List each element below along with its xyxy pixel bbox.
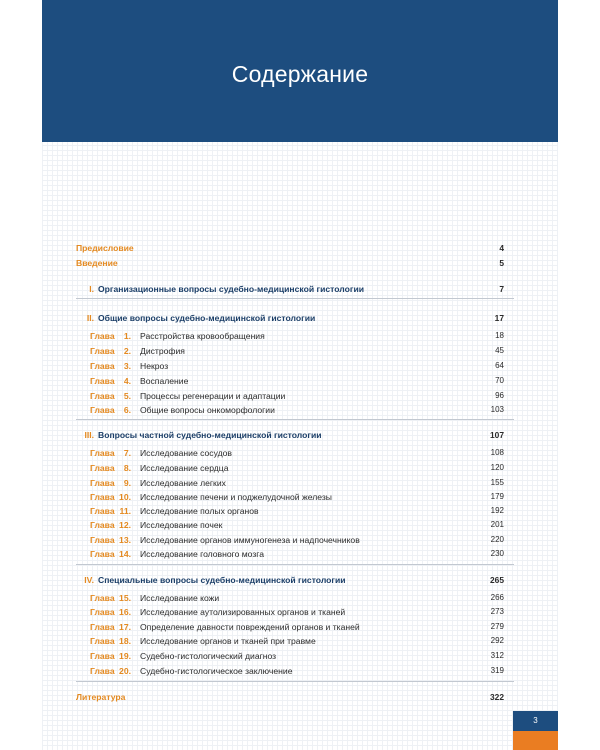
part-title: Организационные вопросы судебно-медицинской гистологии <box>98 284 365 294</box>
chapter-title: Определение давности повреждений органов и тканей <box>140 622 360 632</box>
toc-chapter[interactable] <box>90 504 548 518</box>
chapter-label: Глава <box>90 376 115 386</box>
chapter-title: Судебно-гистологический диагноз <box>140 651 277 661</box>
chapter-page: 201 <box>490 520 504 529</box>
section-divider <box>76 564 514 565</box>
toc-chapter[interactable] <box>90 664 548 678</box>
chapter-label: Глава <box>90 506 115 516</box>
toc-chapter[interactable] <box>90 591 548 605</box>
chapter-title: Воспаление <box>140 376 189 386</box>
chapter-title: Исследование почек <box>140 520 223 530</box>
chapter-number: 18. <box>119 636 131 646</box>
chapter-page: 179 <box>490 492 504 501</box>
page-title: Содержание <box>231 61 369 87</box>
chapter-label: Глава <box>90 636 115 646</box>
toc-chapter[interactable] <box>90 329 548 343</box>
header-banner <box>42 0 558 142</box>
chapter-page: 45 <box>495 346 504 355</box>
chapter-number: 2. <box>123 346 131 356</box>
toc-chapter[interactable] <box>90 533 548 547</box>
part-title: Вопросы частной судебно-медицинской гистологии <box>98 430 322 440</box>
chapter-number: 20. <box>119 666 131 676</box>
chapter-number: 15. <box>119 593 131 603</box>
toc-chapter[interactable] <box>90 620 548 634</box>
chapter-page: 103 <box>490 405 504 414</box>
chapter-label: Глава <box>90 535 115 545</box>
toc-chapter[interactable] <box>90 490 548 504</box>
entry-title: Введение <box>76 258 118 268</box>
toc-chapter[interactable] <box>90 359 548 373</box>
entry-page: 322 <box>490 692 504 702</box>
chapter-label: Глава <box>90 361 115 371</box>
chapter-title: Исследование сердца <box>140 463 229 473</box>
chapter-title: Исследование печени и поджелудочной железы <box>140 492 332 502</box>
toc-chapter[interactable] <box>90 634 548 648</box>
page-number-badge: 3 <box>513 711 558 731</box>
chapter-page: 96 <box>495 391 504 400</box>
section-divider <box>76 681 514 682</box>
chapter-label: Глава <box>90 651 115 661</box>
chapter-page: 64 <box>495 361 504 370</box>
chapter-number: 7. <box>123 448 131 458</box>
entry-title: Литература <box>76 692 126 702</box>
chapter-label: Глава <box>90 492 115 502</box>
part-title: Специальные вопросы судебно-медицинской гистологии <box>98 575 346 585</box>
entry-page: 5 <box>499 258 504 268</box>
chapter-title: Исследование головного мозга <box>140 549 265 559</box>
chapter-page: 120 <box>490 463 504 472</box>
chapter-number: 14. <box>119 549 131 559</box>
chapter-title: Исследование сосудов <box>140 448 232 458</box>
chapter-page: 18 <box>495 331 504 340</box>
chapter-title: Исследование аутолизированных органов и тканей <box>140 607 346 617</box>
chapter-label: Глава <box>90 391 115 401</box>
toc-chapter[interactable] <box>90 389 548 403</box>
toc-chapter[interactable] <box>90 374 548 388</box>
toc-part-3[interactable] <box>76 428 548 442</box>
chapter-number: 1. <box>123 331 131 341</box>
chapter-page: 273 <box>490 607 504 616</box>
chapter-label: Глава <box>90 448 115 458</box>
chapter-title: Судебно-гистологическое заключение <box>140 666 293 676</box>
chapter-number: 9. <box>123 478 131 488</box>
chapter-title: Исследование легких <box>140 478 226 488</box>
chapter-label: Глава <box>90 331 115 341</box>
part-page: 265 <box>490 575 504 585</box>
chapter-label: Глава <box>90 593 115 603</box>
chapter-number: 16. <box>119 607 131 617</box>
toc-chapter[interactable] <box>90 605 548 619</box>
chapter-number: 11. <box>119 506 131 516</box>
part-number: IV. <box>84 575 94 585</box>
chapter-number: 3. <box>123 361 131 371</box>
section-divider <box>76 419 514 420</box>
toc-chapter[interactable] <box>90 649 548 663</box>
chapter-label: Глава <box>90 520 115 530</box>
chapter-page: 155 <box>490 478 504 487</box>
orange-edge-tab <box>513 731 558 750</box>
chapter-page: 266 <box>490 593 504 602</box>
toc-entry-introduction[interactable] <box>76 256 548 270</box>
chapter-page: 70 <box>495 376 504 385</box>
chapter-page: 220 <box>490 535 504 544</box>
chapter-number: 13. <box>119 535 131 545</box>
part-number: II. <box>86 313 94 323</box>
chapter-label: Глава <box>90 549 115 559</box>
part-page: 17 <box>494 313 504 323</box>
chapter-title: Исследование органов и тканей при травме <box>140 636 316 646</box>
chapter-title: Исследование органов иммуногенеза и надпочечников <box>140 535 360 545</box>
entry-page: 4 <box>499 243 504 253</box>
chapter-number: 19. <box>119 651 131 661</box>
chapter-label: Глава <box>90 405 115 415</box>
part-title: Общие вопросы судебно-медицинской гистологии <box>98 313 316 323</box>
chapter-label: Глава <box>90 666 115 676</box>
chapter-page: 279 <box>490 622 504 631</box>
toc-chapter[interactable] <box>90 446 548 460</box>
toc-part-4[interactable] <box>76 573 548 587</box>
part-number: III. <box>84 430 94 440</box>
entry-title: Предисловие <box>76 243 134 253</box>
chapter-number: 10. <box>119 492 131 502</box>
chapter-label: Глава <box>90 478 115 488</box>
toc-chapter[interactable] <box>90 403 548 417</box>
chapter-page: 312 <box>490 651 504 660</box>
part-number: I. <box>89 284 94 294</box>
chapter-title: Исследование кожи <box>140 593 220 603</box>
chapter-page: 319 <box>490 666 504 675</box>
chapter-label: Глава <box>90 463 115 473</box>
chapter-title: Процессы регенерации и адаптации <box>140 391 286 401</box>
chapter-number: 17. <box>119 622 131 632</box>
chapter-number: 8. <box>123 463 131 473</box>
part-page: 7 <box>499 284 504 294</box>
chapter-title: Общие вопросы онкоморфологии <box>140 405 275 415</box>
chapter-number: 6. <box>123 405 131 415</box>
chapter-label: Глава <box>90 346 115 356</box>
chapter-page: 108 <box>490 448 504 457</box>
chapter-number: 4. <box>123 376 131 386</box>
chapter-label: Глава <box>90 622 115 632</box>
chapter-page: 192 <box>490 506 504 515</box>
chapter-title: Некроз <box>140 361 169 371</box>
toc-entry-literature[interactable] <box>76 690 548 704</box>
toc-chapter[interactable] <box>90 547 548 561</box>
toc-chapter[interactable] <box>90 461 548 475</box>
part-page: 107 <box>490 430 504 440</box>
toc-chapter[interactable] <box>90 344 548 358</box>
toc-part-2[interactable] <box>76 311 548 325</box>
chapter-label: Глава <box>90 607 115 617</box>
document-page <box>42 0 558 750</box>
chapter-title: Расстройства кровообращения <box>140 331 265 341</box>
chapter-number: 12. <box>119 520 131 530</box>
chapter-title: Исследование полых органов <box>140 506 259 516</box>
toc-chapter[interactable] <box>90 476 548 490</box>
chapter-page: 292 <box>490 636 504 645</box>
chapter-page: 230 <box>490 549 504 558</box>
toc-part-1[interactable] <box>76 282 548 296</box>
toc-entry-preface[interactable] <box>76 241 548 255</box>
chapter-title: Дистрофия <box>140 346 185 356</box>
chapter-number: 5. <box>123 391 131 401</box>
section-divider <box>76 298 514 299</box>
toc-chapter[interactable] <box>90 518 548 532</box>
